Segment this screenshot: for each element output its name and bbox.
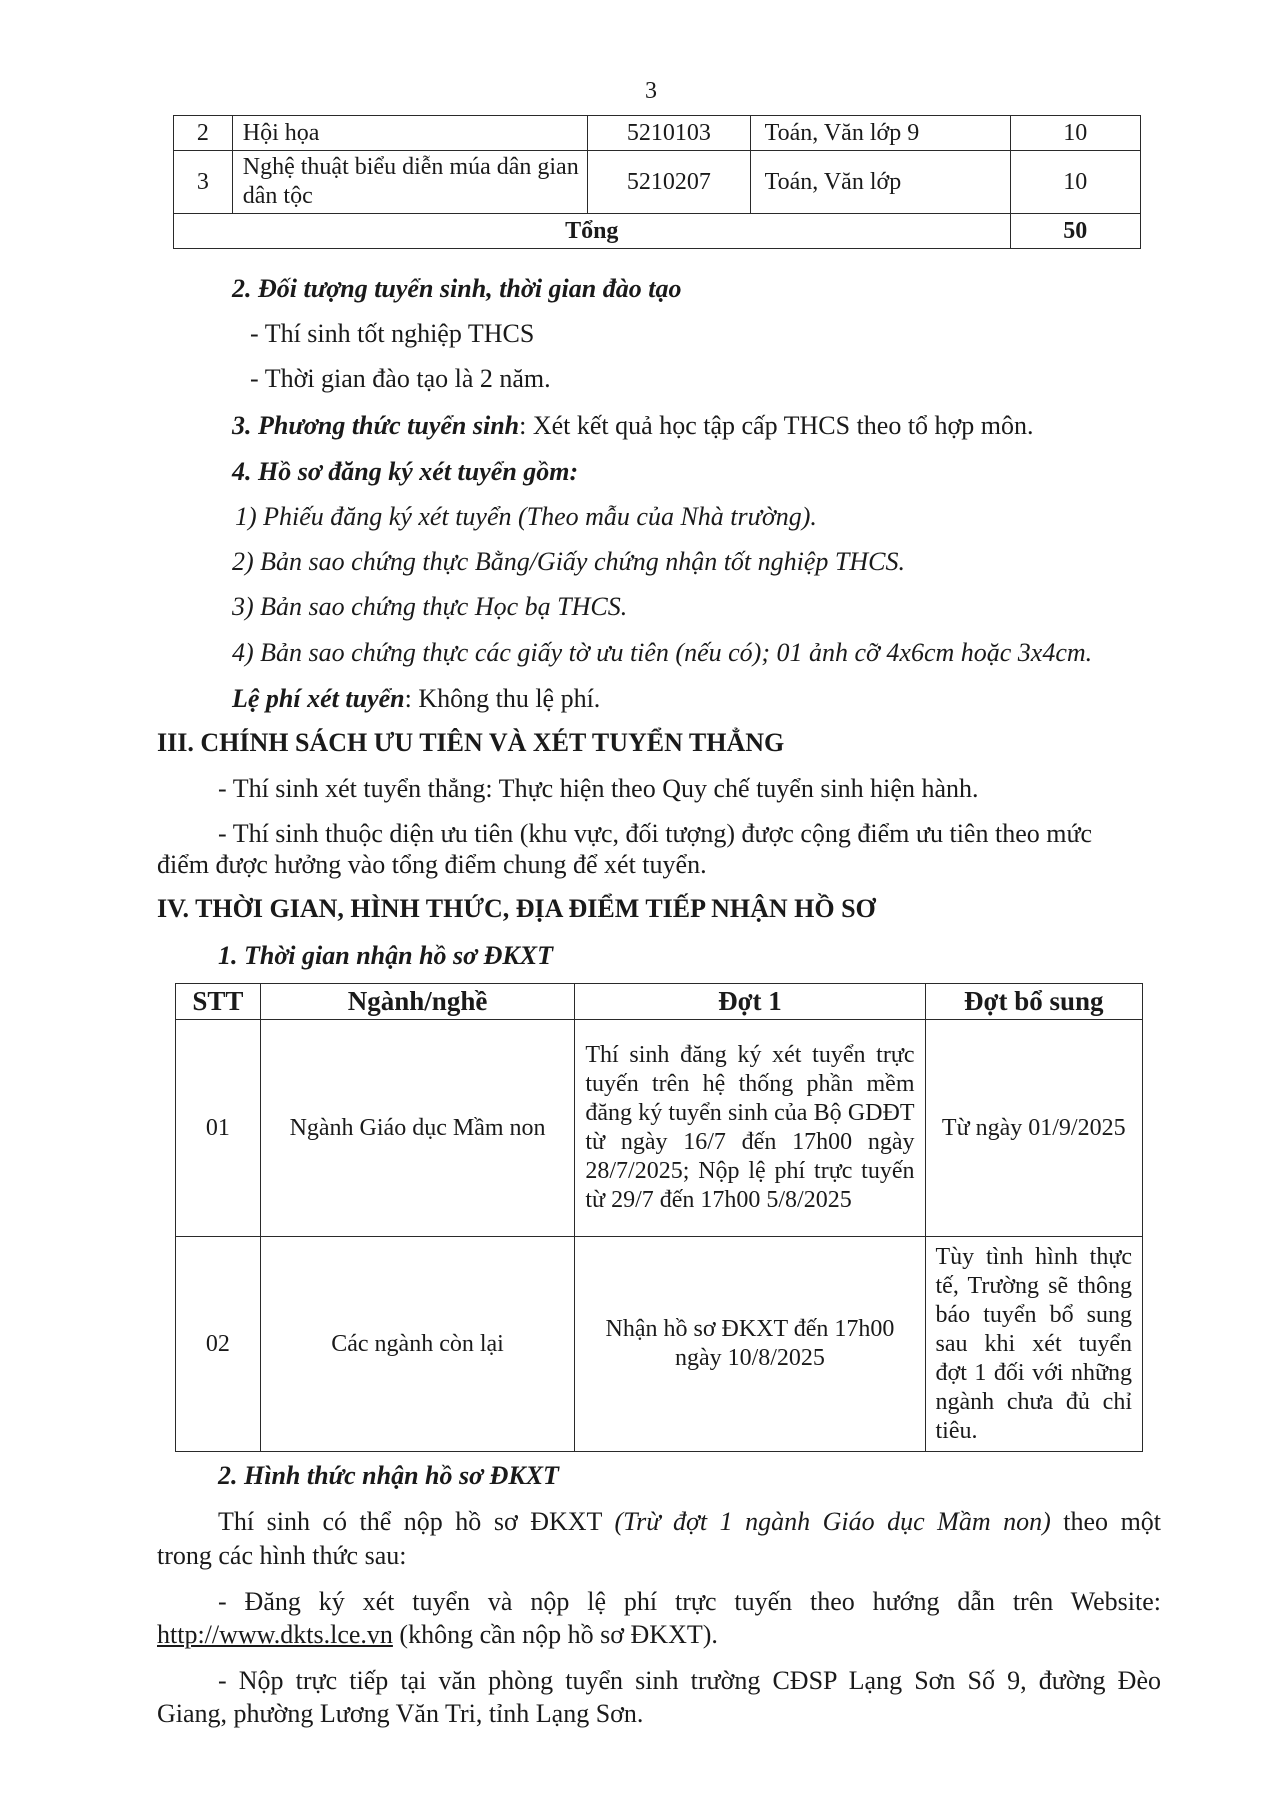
intro-text: Thí sinh có thể nộp hồ sơ ĐKXT — [218, 1507, 615, 1536]
cell-subjects: Toán, Văn lớp 9 — [750, 116, 1010, 151]
section-heading: 2. Đối tượng tuyển sinh, thời gian đào tạo — [232, 274, 682, 303]
list-item: 1) Phiếu đăng ký xét tuyển (Theo mẫu của Nhà trường). — [235, 502, 817, 531]
cell-stt: 02 — [176, 1237, 261, 1452]
total-label: Tổng — [174, 214, 1011, 249]
cell-extra: Từ ngày 01/9/2025 — [925, 1020, 1143, 1237]
cell-quota: 10 — [1010, 151, 1140, 214]
table-row — [176, 1237, 1143, 1452]
header-round1: Đợt 1 — [575, 984, 925, 1020]
paragraph: - Nộp trực tiếp tại văn phòng tuyển sinh trường CĐSP Lạng Sơn Số 9, đường Đèo — [218, 1666, 1161, 1695]
cell-code: 5210103 — [588, 116, 751, 151]
header-extra: Đợt bổ sung — [925, 984, 1143, 1020]
paragraph: - Thí sinh xét tuyển thẳng: Thực hiện theo Quy chế tuyển sinh hiện hành. — [218, 774, 979, 803]
intro-text: theo một — [1050, 1507, 1162, 1536]
cell-stt: 3 — [174, 151, 233, 214]
cell-name: Hội họa — [232, 116, 587, 151]
cell-stt: 01 — [176, 1020, 261, 1237]
list-item: 3) Bản sao chứng thực Học bạ THCS. — [232, 592, 628, 621]
paragraph: - Thời gian đào tạo là 2 năm. — [250, 364, 551, 393]
cell-subjects: Toán, Văn lớp — [750, 151, 1010, 214]
header-major: Ngành/nghề — [260, 984, 575, 1020]
section-heading: 1. Thời gian nhận hồ sơ ĐKXT — [218, 941, 553, 970]
table-row — [176, 1020, 1143, 1237]
section-heading: 4. Hồ sơ đăng ký xét tuyển gồm: — [232, 457, 579, 486]
schedule-table — [175, 983, 1143, 1452]
website-link[interactable]: http://www.dkts.lce.vn — [157, 1620, 393, 1649]
table-row — [174, 151, 1141, 214]
table-total-row — [174, 214, 1141, 249]
cell-round1: Thí sinh đăng ký xét tuyển trực tuyến trên hệ thống phần mềm đăng ký tuyển sinh của Bộ GDĐT từ ngày 16/7 đến 17h00 ngày 28/7/2025; Nộp lệ phí trực tuyến từ 29/7 đến 17h00 5/8/2025 — [575, 1020, 925, 1237]
cell-extra: Tùy tình hình thực tế, Trường sẽ thông báo tuyển bổ sung sau khi xét tuyển đợt 1 đối với những ngành chưa đủ chỉ tiêu. — [925, 1237, 1143, 1452]
paragraph: điểm được hưởng vào tổng điểm chung để xét tuyển. — [157, 850, 707, 879]
list-item: 2) Bản sao chứng thực Bằng/Giấy chứng nhận tốt nghiệp THCS. — [232, 547, 905, 576]
quota-table — [173, 115, 1141, 249]
cell-code: 5210207 — [588, 151, 751, 214]
paragraph: trong các hình thức sau: — [157, 1541, 407, 1570]
paragraph: - Thí sinh thuộc diện ưu tiên (khu vực, đối tượng) được cộng điểm ưu tiên theo mức — [218, 819, 1093, 848]
paragraph: Giang, phường Lương Văn Tri, tỉnh Lạng Sơn. — [157, 1699, 644, 1728]
paragraph — [232, 410, 1034, 442]
fee-label: Lệ phí xét tuyển — [232, 684, 405, 713]
part-heading: III. CHÍNH SÁCH ƯU TIÊN VÀ XÉT TUYỂN THẲNG — [157, 728, 785, 757]
cell-name: Nghệ thuật biểu diễn múa dân gian dân tộc — [232, 151, 587, 214]
method-label: 3. Phương thức tuyển sinh — [232, 411, 520, 440]
page-number: 3 — [645, 78, 657, 104]
table-row — [174, 116, 1141, 151]
cell-stt: 2 — [174, 116, 233, 151]
cell-major: Các ngành còn lại — [260, 1237, 575, 1452]
part-heading: IV. THỜI GIAN, HÌNH THỨC, ĐỊA ĐIỂM TIẾP NHẬN HỒ SƠ — [157, 894, 876, 923]
paragraph: - Đăng ký xét tuyển và nộp lệ phí trực tuyến theo hướng dẫn trên Website: — [218, 1587, 1161, 1616]
cell-round1: Nhận hồ sơ ĐKXT đến 17h00 ngày 10/8/2025 — [575, 1237, 925, 1452]
intro-italic: (Trừ đợt 1 ngành Giáo dục Mầm non) — [614, 1507, 1051, 1536]
paragraph — [218, 1506, 1161, 1538]
list-item: 4) Bản sao chứng thực các giấy tờ ưu tiên (nếu có); 01 ảnh cỡ 4x6cm hoặc 3x4cm. — [232, 638, 1093, 667]
paragraph — [232, 683, 600, 715]
section-heading: 2. Hình thức nhận hồ sơ ĐKXT — [218, 1461, 559, 1490]
online-note: (không cần nộp hồ sơ ĐKXT). — [392, 1620, 718, 1649]
total-value: 50 — [1010, 214, 1140, 249]
cell-major: Ngành Giáo dục Mầm non — [260, 1020, 575, 1237]
paragraph — [157, 1619, 718, 1651]
cell-quota: 10 — [1010, 116, 1140, 151]
method-text: : Xét kết quả học tập cấp THCS theo tổ hợp môn. — [519, 411, 1034, 440]
fee-text: : Không thu lệ phí. — [404, 684, 601, 713]
paragraph: - Thí sinh tốt nghiệp THCS — [250, 319, 535, 348]
header-stt: STT — [176, 984, 261, 1020]
table-header-row — [176, 984, 1143, 1020]
